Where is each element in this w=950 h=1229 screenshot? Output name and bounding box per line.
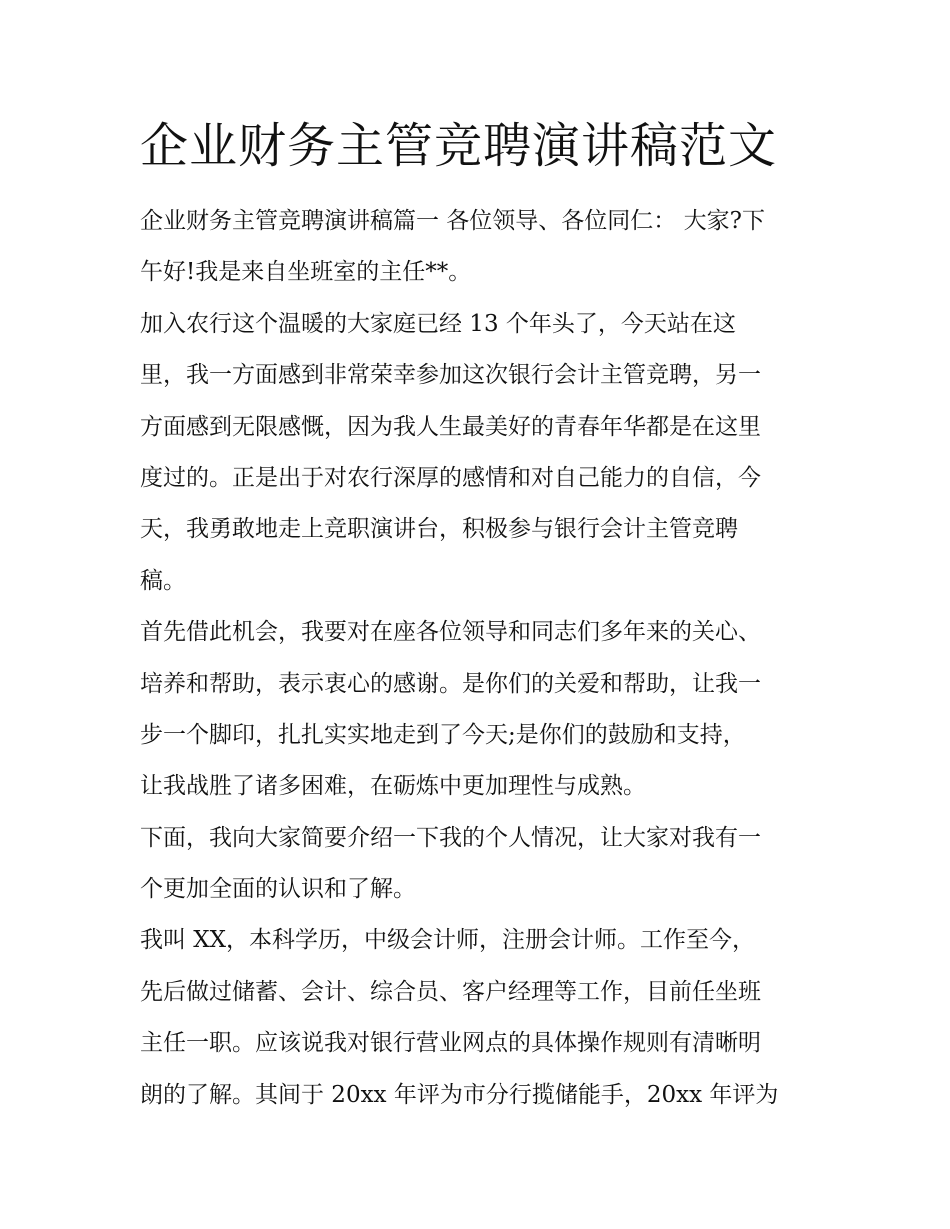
text-line: 我叫 XX，本科学历，中级会计师，注册会计师。工作至今， (140, 927, 756, 954)
text-line: 培养和帮助，表示衷心的感谢。是你们的关爱和帮助，让我一 (140, 670, 761, 697)
text-line: 方面感到无限感慨，因为我人生最美好的青春年华都是在这里 (140, 413, 761, 440)
text-line: 天，我勇敢地走上竞职演讲台，积极参与银行会计主管竞聘 (140, 516, 738, 543)
text-line: 度过的。正是出于对农行深厚的感情和对自己能力的自信，今 (140, 464, 761, 491)
text-line: 步一个脚印，扎扎实实地走到了今天;是你们的鼓励和支持， (140, 721, 746, 748)
text-line: 个更加全面的认识和了解。 (140, 876, 416, 903)
text-line: 下面，我向大家简要介绍一下我的个人情况，让大家对我有一 (140, 824, 761, 851)
text-line: 让我战胜了诸多困难，在砺炼中更加理性与成熟。 (140, 773, 646, 800)
text-line: 先后做过储蓄、会计、综合员、客户经理等工作，目前任坐班 (140, 978, 761, 1005)
text-line: 午好!我是来自坐班室的主任**。 (140, 259, 472, 286)
text-line: 首先借此机会，我要对在座各位领导和同志们多年来的关心、 (140, 619, 761, 646)
text-line: 里，我一方面感到非常荣幸参加这次银行会计主管竞聘，另一 (140, 362, 761, 389)
text-line: 加入农行这个温暖的大家庭已经 13 个年头了，今天站在这 (140, 310, 736, 337)
text-line: 主任一职。应该说我对银行营业网点的具体操作规则有清晰明 (140, 1030, 761, 1057)
text-line: 稿。 (140, 567, 186, 594)
text-line: 朗的了解。其间于 20xx 年评为市分行揽储能手，20xx 年评为 (140, 1081, 779, 1108)
document-body (140, 196, 812, 1121)
document-title: 企业财务主管竞聘演讲稿范文 (140, 118, 778, 174)
text-line: 企业财务主管竞聘演讲稿篇一 各位领导、各位同仁： 大家?下 (140, 208, 765, 234)
